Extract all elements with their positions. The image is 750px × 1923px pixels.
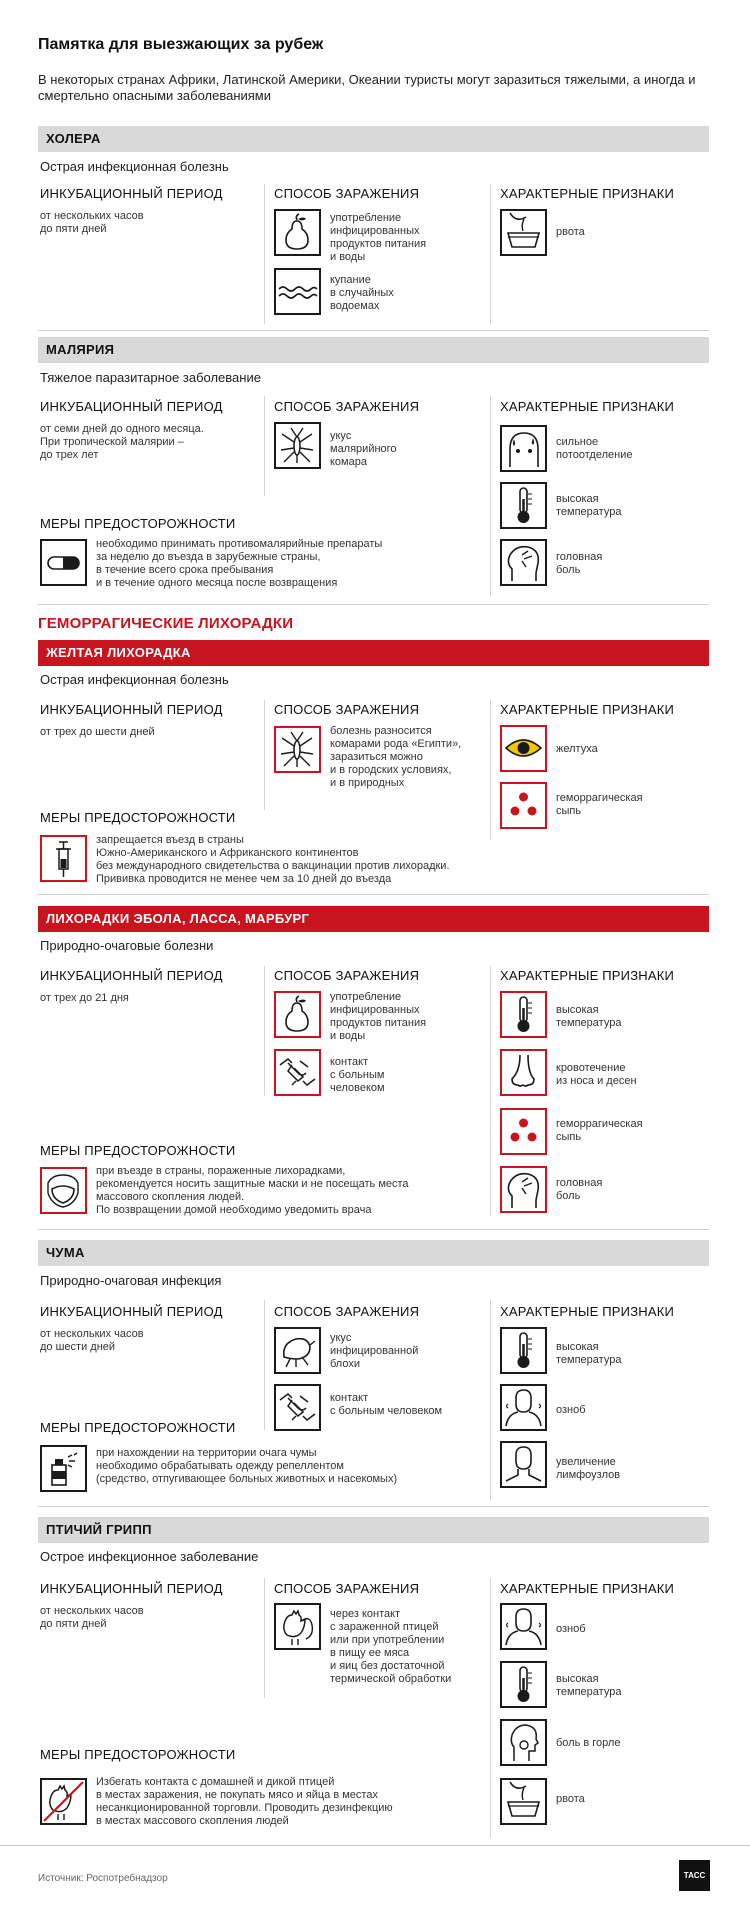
plague-transmission-2: контакт с больным человеком [330, 1392, 443, 1417]
yellow-fever-symptom-2: геморрагическая сыпь [556, 792, 643, 817]
malaria-incubation-text: от семи дней до одного месяца. При тропической малярии – до трех лет [40, 423, 204, 461]
bird-flu-symptoms-heading: ХАРАКТЕРНЫЕ ПРИЗНАКИ [500, 1581, 675, 1596]
malaria-symptom-1: сильное потоотделение [556, 436, 633, 461]
bird-flu-precautions-heading: МЕРЫ ПРЕДОСТОРОЖНОСТИ [40, 1747, 236, 1762]
cholera-transmission-heading: СПОСОБ ЗАРАЖЕНИЯ [274, 186, 420, 201]
nose-bleeding-icon [500, 1049, 547, 1096]
cholera-transmission-1: употребление инфицированных продуктов питания и воды [330, 212, 427, 263]
plague-precautions-heading: МЕРЫ ПРЕДОСТОРОЖНОСТИ [40, 1420, 236, 1435]
thermometer-icon [500, 1661, 547, 1708]
handshake-icon [274, 1049, 321, 1096]
cholera-incubation-text: от нескольких часов до пяти дней [40, 210, 144, 235]
malaria-transmission-1: укус малярийного комара [330, 430, 397, 468]
sore-throat-icon [500, 1719, 547, 1766]
chills-icon [500, 1384, 547, 1431]
bird-flu-symptom-3: боль в горле [556, 1737, 621, 1749]
bird-flu-symptom-4: рвота [556, 1793, 585, 1805]
thermometer-icon [500, 482, 547, 529]
bird-flu-incubation-text: от нескольких часов до пяти дней [40, 1605, 144, 1630]
yellow-fever-symptom-1: желтуха [556, 743, 598, 755]
sweating-face-icon [500, 425, 547, 472]
bird-flu-transmission-1: через контакт с зараженной птицей или при употреблении в пищу ее мяса и яиц без достаточной термической обработки [330, 1608, 452, 1685]
ebola-incubation-heading: ИНКУБАЦИОННЫЙ ПЕРИОД [40, 968, 223, 983]
bird-flu-symptom-2: высокая температура [556, 1673, 622, 1698]
vomiting-icon [500, 1778, 547, 1825]
flea-icon [274, 1327, 321, 1374]
malaria-transmission-heading: СПОСОБ ЗАРАЖЕНИЯ [274, 399, 420, 414]
rash-dots-icon [500, 1108, 547, 1155]
plague-transmission-heading: СПОСОБ ЗАРАЖЕНИЯ [274, 1304, 420, 1319]
tass-logo: ТАСС [679, 1860, 710, 1891]
syringe-icon [40, 835, 87, 882]
ebola-transmission-heading: СПОСОБ ЗАРАЖЕНИЯ [274, 968, 420, 983]
water-waves-icon [274, 268, 321, 315]
bird-flu-precautions-text: Избегать контакта с домашней и дикой птицей в местах заражения, не покупать мясо и яйца в местах несанкционированной торговли. Проводить дезинфекцию в местах массового скопления людей [96, 1776, 393, 1827]
yellow-fever-incubation-heading: ИНКУБАЦИОННЫЙ ПЕРИОД [40, 702, 223, 717]
ebola-symptoms-heading: ХАРАКТЕРНЫЕ ПРИЗНАКИ [500, 968, 675, 983]
section-bar-yellow-fever: ЖЕЛТАЯ ЛИХОРАДКА [38, 640, 709, 666]
plague-incubation-heading: ИНКУБАЦИОННЫЙ ПЕРИОД [40, 1304, 223, 1319]
section-bar-cholera: ХОЛЕРА [38, 126, 709, 152]
hemorrhagic-heading: ГЕМОРРАГИЧЕСКИЕ ЛИХОРАДКИ [38, 615, 294, 632]
section-bar-ebola: ЛИХОРАДКИ ЭБОЛА, ЛАССА, МАРБУРГ [38, 906, 709, 932]
plague-precautions-text: при нахождении на территории очага чумы необходимо обрабатывать одежду репеллентом (средство, отпугивающее больных животных и насекомых) [96, 1447, 398, 1485]
plague-subtitle: Природно-очаговая инфекция [40, 1273, 222, 1288]
cholera-symptom-1: рвота [556, 226, 585, 238]
plague-incubation-text: от нескольких часов до шести дней [40, 1328, 144, 1353]
bird-flu-transmission-heading: СПОСОБ ЗАРАЖЕНИЯ [274, 1581, 420, 1596]
yellow-fever-transmission-heading: СПОСОБ ЗАРАЖЕНИЯ [274, 702, 420, 717]
yellow-fever-precautions-heading: МЕРЫ ПРЕДОСТОРОЖНОСТИ [40, 810, 236, 825]
mosquito-icon [274, 726, 321, 773]
malaria-symptoms-heading: ХАРАКТЕРНЫЕ ПРИЗНАКИ [500, 399, 675, 414]
pill-capsule-icon [40, 539, 87, 586]
malaria-subtitle: Тяжелое паразитарное заболевание [40, 370, 261, 385]
malaria-symptom-3: головная боль [556, 551, 603, 576]
ebola-symptom-1: высокая температура [556, 1004, 622, 1029]
ebola-transmission-1: употребление инфицированных продуктов питания и воды [330, 991, 427, 1042]
intro-text: В некоторых странах Африки, Латинской Америки, Океании туристы могут заразиться тяжелыми, а иногда и смертельно опасными заболеваниями [38, 72, 696, 103]
headache-icon [500, 1166, 547, 1213]
handshake-icon [274, 1384, 321, 1431]
malaria-symptom-2: высокая температура [556, 493, 622, 518]
plague-transmission-1: укус инфицированной блохи [330, 1332, 419, 1370]
yellow-fever-precautions-text: запрещается въезд в страны Южно-Американского и Африканского континентов без международного свидетельства о вакцинации против лихорадки. Прививка проводится не менее чем за 10 дней до въезда [96, 834, 450, 885]
ebola-precautions-text: при въезде в страны, пораженные лихорадками, рекомендуется носить защитные маски и не посещать места массового скопления людей. По возвращении домой необходимо уведомить врача [96, 1165, 409, 1216]
malaria-incubation-heading: ИНКУБАЦИОННЫЙ ПЕРИОД [40, 399, 223, 414]
source-note: Источник: Роспотребнадзор [38, 1873, 168, 1884]
section-bar-bird-flu: ПТИЧИЙ ГРИПП [38, 1517, 709, 1543]
cholera-symptoms-heading: ХАРАКТЕРНЫЕ ПРИЗНАКИ [500, 186, 675, 201]
lymph-nodes-icon [500, 1441, 547, 1488]
plague-symptom-2: озноб [556, 1404, 586, 1416]
malaria-precautions-heading: МЕРЫ ПРЕДОСТОРОЖНОСТИ [40, 516, 236, 531]
ebola-transmission-2: контакт с больным человеком [330, 1056, 385, 1094]
headache-icon [500, 539, 547, 586]
section-bar-malaria: МАЛЯРИЯ [38, 337, 709, 363]
ebola-symptom-3: геморрагическая сыпь [556, 1118, 643, 1143]
spray-can-icon [40, 1445, 87, 1492]
pear-icon [274, 209, 321, 256]
bird-flu-symptom-1: озноб [556, 1623, 586, 1635]
yellow-fever-symptoms-heading: ХАРАКТЕРНЫЕ ПРИЗНАКИ [500, 702, 675, 717]
page-title: Памятка для выезжающих за рубеж [38, 36, 324, 53]
thermometer-icon [500, 1327, 547, 1374]
thermometer-icon [500, 991, 547, 1038]
section-bar-plague: ЧУМА [38, 1240, 709, 1266]
chills-icon [500, 1603, 547, 1650]
bird-flu-subtitle: Острое инфекционное заболевание [40, 1549, 259, 1564]
vomiting-icon [500, 209, 547, 256]
ebola-precautions-heading: МЕРЫ ПРЕДОСТОРОЖНОСТИ [40, 1143, 236, 1158]
yellow-fever-transmission-1: болезнь разносится комарами рода «Египти», заразиться можно и в городских условиях, и в природных [330, 725, 462, 789]
rash-dots-icon [500, 782, 547, 829]
ebola-symptom-4: головная боль [556, 1177, 603, 1202]
mosquito-icon [274, 422, 321, 469]
no-bird-icon [40, 1778, 87, 1825]
plague-symptom-3: увеличение лимфоузлов [556, 1456, 621, 1481]
pear-icon [274, 991, 321, 1038]
yellow-eye-icon [500, 725, 547, 772]
cholera-incubation-heading: ИНКУБАЦИОННЫЙ ПЕРИОД [40, 186, 223, 201]
ebola-symptom-2: кровотечение из носа и десен [556, 1062, 637, 1087]
ebola-subtitle: Природно-очаговые болезни [40, 938, 214, 953]
face-mask-icon [40, 1167, 87, 1214]
rooster-icon [274, 1603, 321, 1650]
plague-symptom-1: высокая температура [556, 1341, 622, 1366]
plague-symptoms-heading: ХАРАКТЕРНЫЕ ПРИЗНАКИ [500, 1304, 675, 1319]
cholera-transmission-2: купание в случайных водоемах [330, 274, 394, 312]
yellow-fever-subtitle: Острая инфекционная болезнь [40, 672, 229, 687]
cholera-subtitle: Острая инфекционная болезнь [40, 159, 229, 174]
yellow-fever-incubation-text: от трех до шести дней [40, 726, 155, 738]
ebola-incubation-text: от трех до 21 дня [40, 992, 129, 1004]
bird-flu-incubation-heading: ИНКУБАЦИОННЫЙ ПЕРИОД [40, 1581, 223, 1596]
malaria-precautions-text: необходимо принимать противомалярийные препараты за неделю до въезда в зарубежные страны, в течение всего срока пребывания и в течение одного месяца после возвращения [96, 538, 383, 589]
